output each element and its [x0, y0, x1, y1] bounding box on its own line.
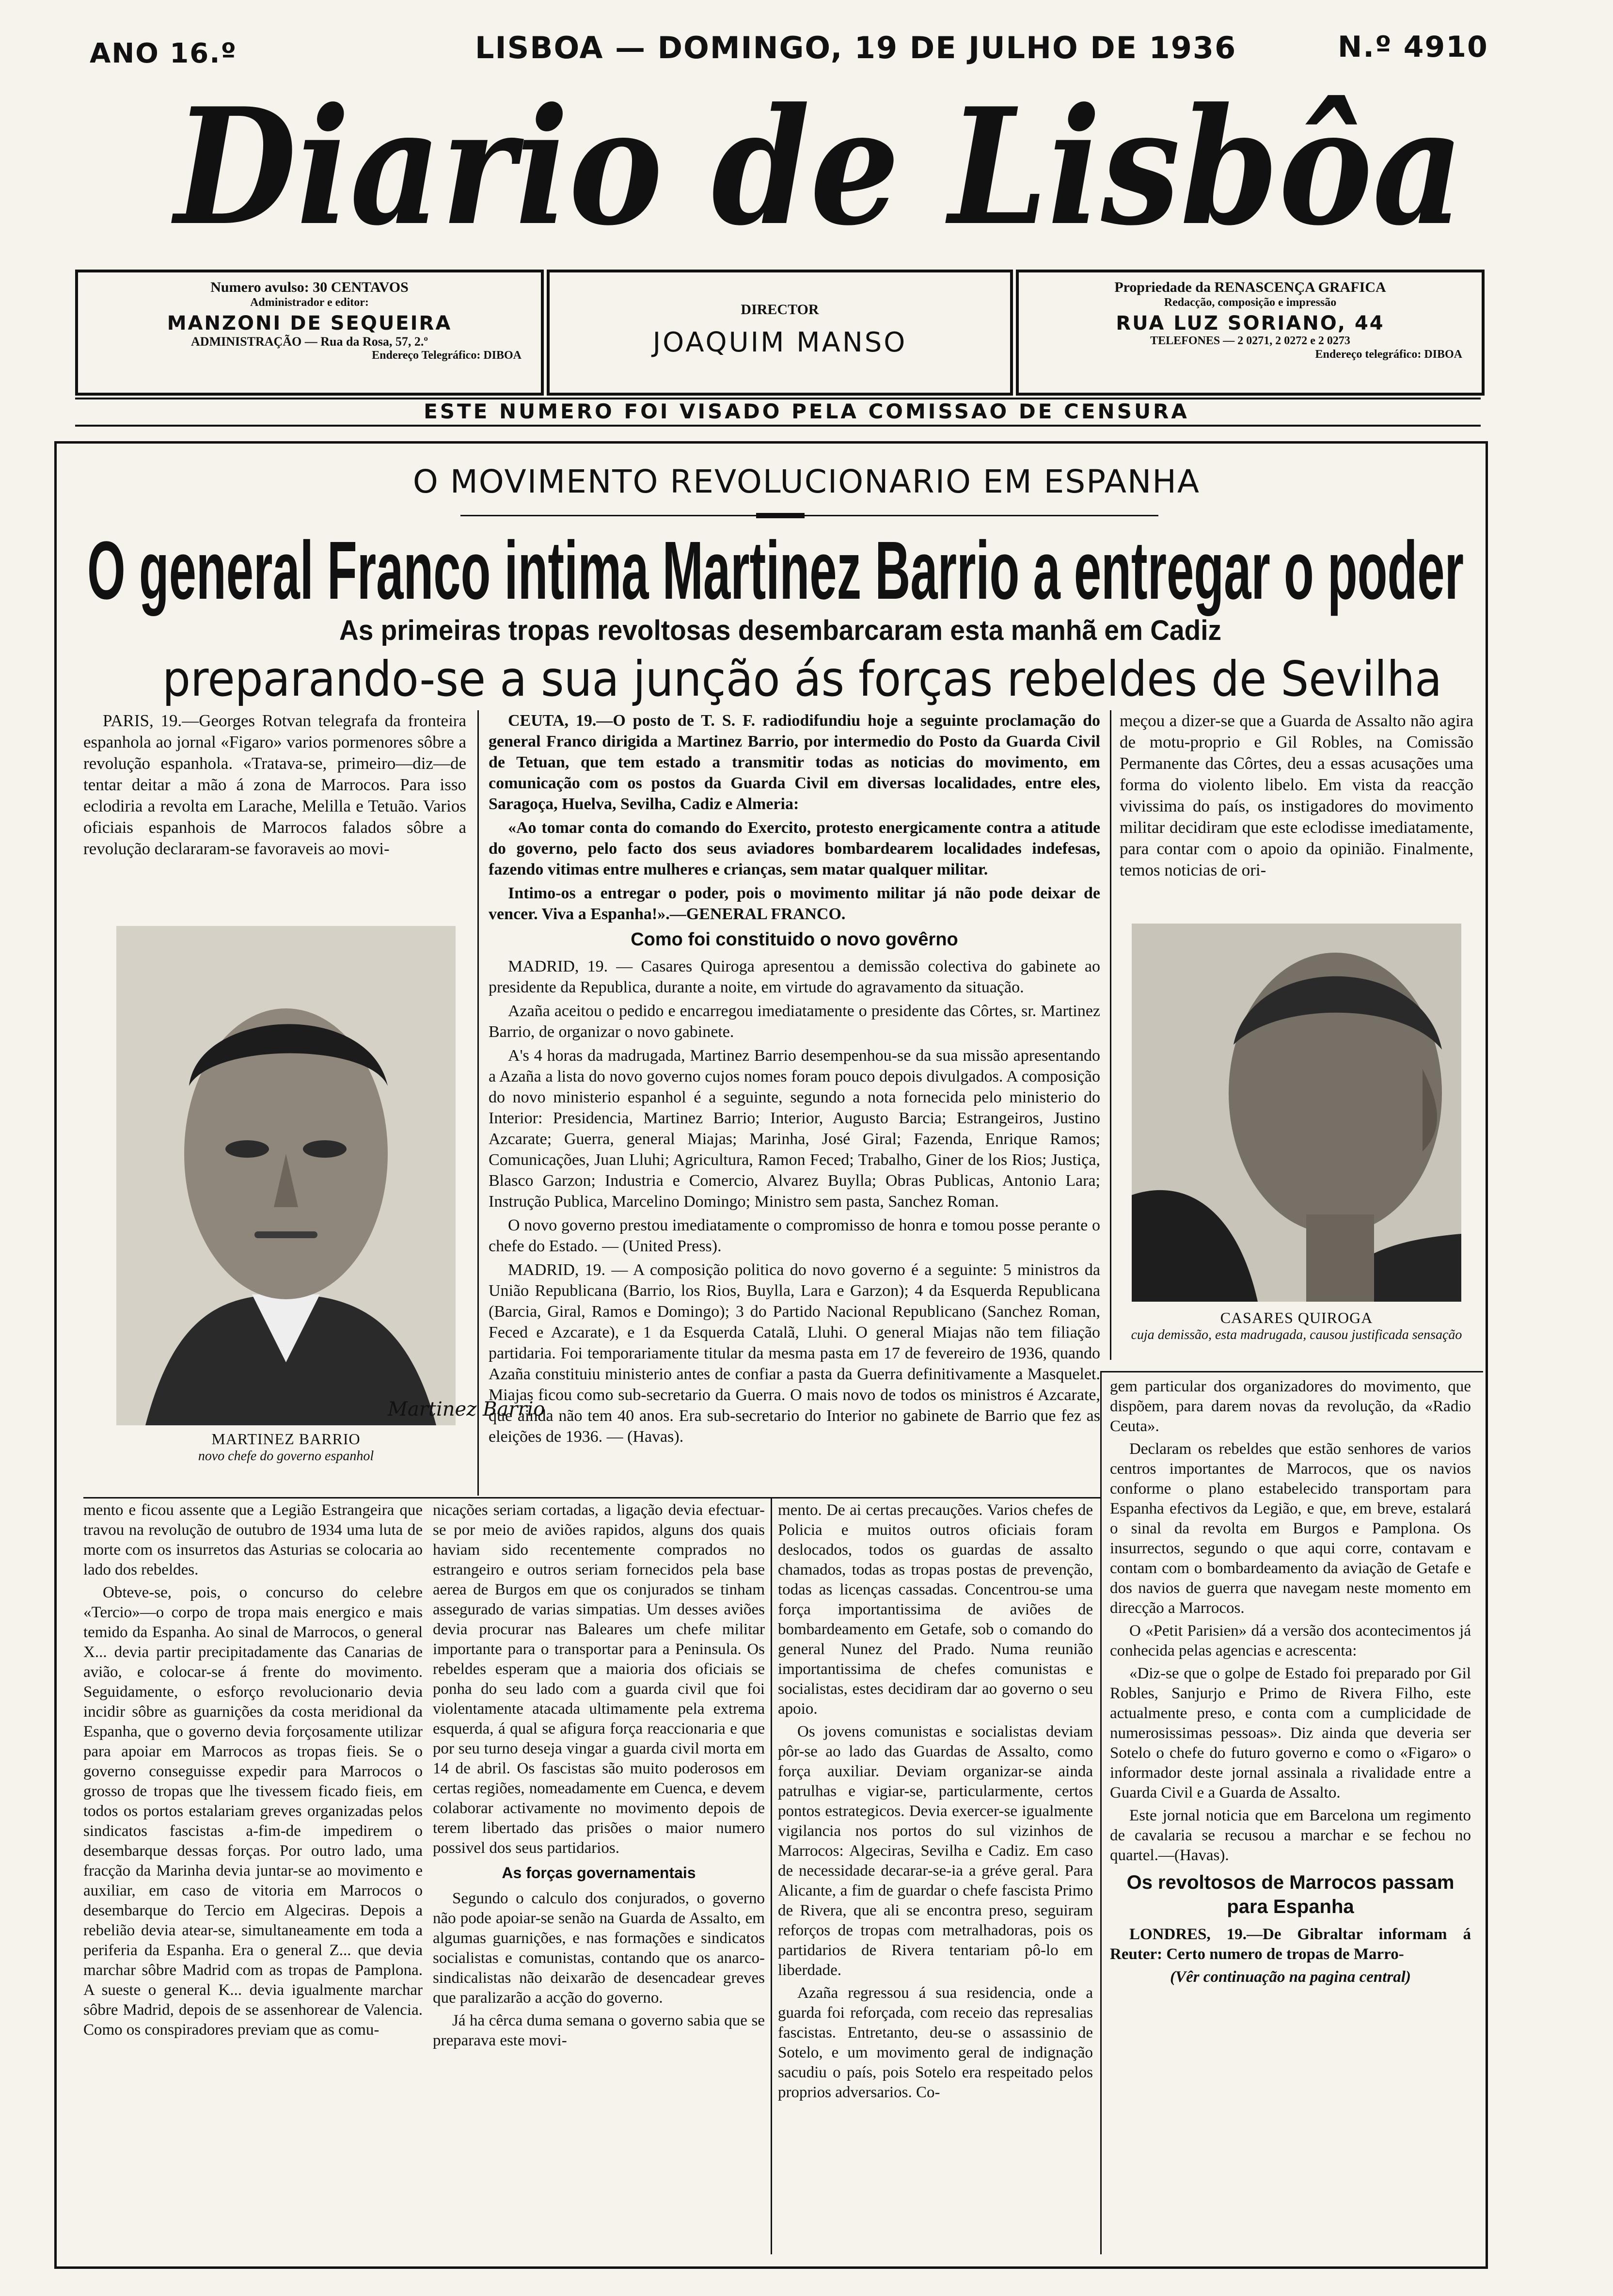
column-bottom-1	[83, 1500, 423, 2043]
editorial-label: Redacção, composição e impressão	[1164, 296, 1337, 309]
bottom3-paragraph-3: Azaña regressou á sua residencia, onde a guarda foi reforçada, com receio das represalias fascistas. Entretanto, deu-se o assassinio de Sotelo, e um movimento geral de indignação sacudiu o país, pois Sotelo era respeitado pelos proprios adversarios. Co-	[778, 1984, 1093, 2101]
censorship-note: ESTE NUMERO FOI VISADO PELA COMISSAO DE CENSURA	[424, 399, 1189, 423]
bottom2-paragraph-1: nicações seriam cortadas, a ligação devia efectuar-se por meio de aviões rapidos, alguns dos quais haviam sido recentemente comprados no estrangeiro e outros seriam fornecidos pela base aerea de Burgos em que os conjurados se tinham assegurado de varias simpatias. Um desses aviões devia procurar nas Baleares um chefe militar importante para o transportar para a Peninsula. Os rebeldes esperam que a maioria dos oficiais se ponha do seu lado com a guarda civil que foi violentamente atacada ultimamente pela extrema esquerda, á qual se afigura força reaccionaria e que por seu turno deseja vingar a guarda civil morta em 14 de abril. Os fascistas são muito poderosos em certas regiões, nomeadamente em Cuenca, e devem colaborar activamente no movimento depois de terem libertado das prisões o maior numero possivel dos seus partidarios.	[433, 1501, 765, 1857]
editor-label: Administrador e editor:	[250, 296, 369, 309]
subhead-government-forces: As forças governamentais	[502, 1864, 696, 1881]
director-label: DIRECTOR	[741, 302, 819, 318]
column-left-top	[83, 710, 466, 862]
subhead: As primeiras tropas revoltosas desembarcaram esta manhã em Cadiz	[339, 615, 1221, 646]
info-box-left	[75, 270, 544, 396]
continuation-note: (Vêr continuação na pagina central)	[1170, 1968, 1411, 1986]
london-paragraph: LONDRES, 19.—De Gibraltar informam á Reuter: Certo numero de tropas de Marro-	[1110, 1926, 1471, 1963]
column-bottom-4	[1110, 1377, 1471, 1990]
column-rule	[477, 710, 479, 1496]
portrait-signature: Martinez Barrio	[388, 1398, 545, 1420]
radio-ceuta-paragraph: gem particular dos organizadores do movimento, que dispõem, para darem novas da revolução, da «Radio Ceuta».	[1110, 1378, 1471, 1435]
bottom1-paragraph-2: Obteve-se, pois, o concurso do celebre «Tercio»—o corpo de tropa mais energico e mais temido da Espanha. Ao sinal de Marrocos, o general X... devia partir precipitadamente das Canarias de avião, e colocar-se á frente do movimento. Seguidamente, o esforço revolucionario devia incidir sôbre as guarnições da costa meridional da Espanha, que o governo devia forçosamente utilizar para apoiar em Marrocos as tropas fieis. Se o governo conseguisse expedir para Marrocos o grosso de tropas que lhe tivessem ficado fieis, em todos os portos estalariam greves organizadas pelos sindicatos fascistas a-fim-de impedirem o desembarque dessas forças. Por outro lado, uma fracção da Marinha devia juntar-se ao movimento e auxiliar, em caso de vitoria em Marrocos o desembarque do Tercio em Algeciras. Depois a rebelião devia atear-se, simultaneamente em toda a periferia da Espanha. Era o general Z... que devia marchar sôbre Madrid com as tropas de Pamplona. A sueste o general K... devia igualmente marchar sôbre Madrid, depois de se assenhorear de Valencia. Como os conspiradores previam que as comu-	[83, 1584, 423, 2039]
rule	[460, 515, 1158, 516]
bottom3-paragraph-1: mento. De ai certas precauções. Varios chefes de Policia e muitos outros oficiais foram deslocados, todos os guardas de assalto chamados, todas as tropas postas de prevenção, todas as licenças cassadas. Concentrou-se uma força importantissima de aviões de bombardeamento em Getafe, sob o comando do general Nunez del Prado. Numa reunião importantissima de chefes comunistas e socialistas, estes decidiram dar ao governo o seu apoio.	[778, 1501, 1093, 1718]
madrid-paragraph-1: MADRID, 19. — Casares Quiroga apresentou a demissão colectiva do gabinete ao presidente da Republica, durante a noite, em virtude do agravamento da situação.	[489, 957, 1100, 996]
masthead-logo	[160, 68, 1478, 261]
info-box-center	[547, 270, 1013, 396]
madrid-paragraph-5: MADRID, 19. — A composição politica do novo governo é a seguinte: 5 ministros da União Republicana (Barrio, los Rios, Buylla, Lara e Garzon); 4 da Esquerda Republicana (Barcia, Giral, Ramos e Domingo); 3 do Partido Nacional Republicano (Sanchez Roman, Feced e Azcarate), e 1 da Esquerda Catalã, Lluhi. O general Miajas não tem filiação partidaria. Foi temporariamente titular da mesma pasta em 17 de fevereiro de 1936, quando Azaña constituiu ministerio antes de confiar a pasta da Guerra definitivamente a Masquelet. Miajas ficou como sub-secretario da Guerra. O mais novo de todos os ministros é Azcarate, que ainda não tem 40 anos. Era sub-secretario do Interior no gabinete de Barrio que fez as eleições de 1936. — (Havas).	[489, 1261, 1100, 1446]
column-rule	[1100, 1372, 1102, 2254]
rule	[75, 425, 1481, 427]
deck-svg	[158, 647, 1447, 708]
column-right-top	[1120, 710, 1473, 884]
paris-paragraph: PARIS, 19.—Georges Rotvan telegrafa da fronteira espanhola ao jornal «Figaro» varios pormenores sôbre a revolução espanhola. «Tratava-se, primeiro—diz—de tentar deitar a mão á zona de Marrocos. Para isso eclodiria a revolta em Larache, Melilla e Tetuão. Varios oficiais espanhois de Marrocos falados sôbre a revolução declararam-se favoraveis ao movi-	[83, 711, 466, 858]
right-top-paragraph: meçou a dizer-se que a Guarda de Assalto não agira de motu-proprio e Gil Robles, na Comissão Permanente das Côrtes, deu a essas acusações uma forma do violento libelo. Em vista da reacção vivissima do país, os instigadores do movimento militar decidiram que este eclodisse imediatamente, para contar com o apoio da opinião. Finalmente, temos noticias de ori-	[1120, 711, 1473, 879]
rule	[83, 1497, 1100, 1499]
portrait-casares-quiroga	[1132, 924, 1461, 1302]
telegraph-right: Endereço telegráfico: DIBOA	[1315, 348, 1462, 361]
subhead-new-government: Como foi constituido o novo govêrno	[631, 929, 958, 950]
bottom4-paragraph-1: Declaram os rebeldes que estão senhores de varios centros importantes de Marrocos, que os navios conforme o plano estabelecido transportam para Espanha efectivos da Legião, e que, em breve, estalará o sinal da revolta em Burgos e Pamplona. Os insurrectos, segundo o que aqui corre, contavam e contam com o bombardeamento da aviação de Getafe e dos navios de guerra que navegam neste momento em direcção a Marrocos.	[1110, 1440, 1471, 1617]
caption-casares	[1115, 1309, 1478, 1343]
madrid-paragraph-3: A's 4 horas da madrugada, Martinez Barrio desempenhou-se da sua missão apresentando a Azaña a lista do novo governo cujos nomes foram pouco depois divulgados. A composição do novo ministerio espanhol é a seguinte, segundo a nota fornecida pelo ministerio do Interior: Presidencia, Martinez Barrio; Interior, Augusto Barcia; Estrangeiros, Justino Azcarate; Guerra, general Miajas; Marinha, José Giral; Fazenda, Enrique Ramos; Comunicações, Juan Lluhi; Agricultura, Ramon Feced; Trabalho, Giner de los Rios; Justiça, Blasco Garzon; Industria e Comercio, Alvarez Buylla; Obras Publicas, Antonio Lara; Instrução Publica, Marcelino Domingo; Ministro sem pasta, Sanchez Roman.	[489, 1047, 1100, 1211]
telegraph-left: Endereço Telegráfico: DIBOA	[372, 349, 522, 362]
portrait-drawing	[116, 926, 545, 1425]
masthead-title: Diario de Lisbôa	[170, 73, 1464, 261]
madrid-paragraph-2: Azaña aceitou o pedido e encarregou imediatamente o presidente das Côrtes, sr. Martinez Barrio, de organizar o novo gabinete.	[489, 1002, 1100, 1041]
subhead-svg	[334, 613, 1226, 647]
column-rule	[1110, 710, 1111, 1360]
phones: TELEFONES — 2 0271, 2 0272 e 2 0273	[1150, 335, 1350, 348]
rule-ornament	[756, 513, 805, 518]
bottom4-paragraph-3: «Diz-se que o golpe de Estado foi preparado por Gil Robles, Sanjurjo e Primo de Rivera Filho, este actualmente preso, e conta com a cumplicidade de numerosissimas pessoas». Diz ainda que deveria ser Sotelo o chefe do futuro governo e como o «Figaro» o informador deste jornal assinala a rivalidade entre a Guarda Civil e a Guarda de Assalto.	[1110, 1665, 1471, 1802]
column-bottom-2	[433, 1500, 765, 2054]
madrid-paragraph-4: O novo governo prestou imediatamente o compromisso de honra e tomou posse perante o chefe do Estado. — (United Press).	[489, 1216, 1100, 1255]
caption-desc: novo chefe do governo espanhol	[198, 1449, 374, 1464]
caption-name: MARTINEZ BARRIO	[211, 1430, 361, 1448]
caption-name: CASARES QUIROGA	[1220, 1309, 1373, 1326]
caption-martinez	[92, 1430, 480, 1465]
franco-proclamation: «Ao tomar conta do comando do Exercito, protesto energicamente contra a atitude do governo, pelo facto dos seus aviadores bombardearem localidades indefesas, fazendo vitimas entre mulheres e crianças, sem matar qualquer militar.	[489, 819, 1100, 878]
subhead-morocco: Os revoltosos de Marrocos passam para Espanha	[1126, 1872, 1455, 1917]
issue-number: N.º 4910	[1338, 30, 1488, 64]
deck: preparando-se a sua junção ás forças rebeldes de Sevilha	[162, 651, 1442, 707]
rule	[1100, 1371, 1483, 1372]
office-address: RUA LUZ SORIANO, 44	[1116, 312, 1385, 335]
caption-desc: cuja demissão, esta madrugada, causou justificada sensação	[1131, 1327, 1462, 1342]
portrait-drawing	[1132, 924, 1461, 1302]
bottom1-paragraph-1: mento e ficou assente que a Legião Estrangeira que travou na revolução de outubro de 1934 uma luta de morte com os insurretos das Asturias se colocaria ao lado dos rebeldes.	[83, 1501, 423, 1578]
editor-name: MANZONI DE SEQUEIRA	[167, 312, 452, 335]
portrait-martinez-barrio	[116, 926, 545, 1425]
bottom4-paragraph-2: O «Petit Parisien» dá a versão dos acontecimentos já conhecida pelas agencias e acrescenta:	[1110, 1622, 1471, 1659]
ceuta-paragraph: CEUTA, 19.—O posto de T. S. F. radiodifundiu hoje a seguinte proclamação do general Franco dirigida a Martinez Barrio, por intermedio do Posto da Guarda Civil de Tetuan, que tem estado a transmitir todas as noticias do movimento, em comunicação com os postos da Guarda Civil em diversas localidades, entre eles, Saragoça, Huelva, Sevilha, Cadiz e Almeria:	[489, 712, 1100, 813]
bottom2-paragraph-2: Segundo o calculo dos conjurados, o governo não pode apoiar-se senão na Guarda de Assalto, em algumas guarnições, e nas formações e sindicatos socialistas e comunistas, contando que os anarco-sindicalistas não deixarão de desencadear greves que paralizarão a acção do governo.	[433, 1890, 765, 2007]
headline-svg	[80, 521, 1471, 617]
bottom3-paragraph-2: Os jovens comunistas e socialistas deviam pôr-se ao lado das Guardas de Assalto, como força auxiliar. Deviam organizar-se ainda patrulhas e vigiar-se, particularmente, certos pontos estrategicos. Devia exercer-se igualmente vigilancia nos portos do sul vizinhos de Marrocos: Algeciras, Sevilha e Cadiz. Em caso de necessidade decarar-se-ia a gréve geral. Para Alicante, a fim de guardar o chefe fascista Primo de Rivera, que ali se encontra preso, seguiram reforços de tropas com metralhadoras, pois os partidarios de Rivera tentariam pô-lo em liberdade.	[778, 1723, 1093, 1979]
bottom2-paragraph-3: Já ha cêrca duma semana o governo sabia que se preparava este movi-	[433, 2012, 765, 2049]
column-bottom-3	[778, 1500, 1093, 2105]
franco-ultimatum: Intimo-os a entregar o poder, pois o movimento militar já não pode deixar de vencer. Viva a Espanha!».—GENERAL FRANCO.	[489, 884, 1100, 923]
price-line: Numero avulso: 30 CENTAVOS	[210, 279, 409, 295]
issue-year: ANO 16.º	[90, 38, 237, 69]
info-box-right	[1016, 270, 1485, 396]
column-center	[489, 710, 1100, 1450]
director-name: JOAQUIM MANSO	[652, 326, 907, 358]
column-rule	[771, 1498, 772, 2254]
headline: O general Franco intima Martinez Barrio a entregar o poder	[87, 525, 1464, 617]
kicker: O MOVIMENTO REVOLUCIONARIO EM ESPANHA	[412, 463, 1201, 500]
admin-address: ADMINISTRAÇÃO — Rua da Rosa, 57, 2.º	[191, 335, 428, 349]
bottom4-paragraph-4: Este jornal noticia que em Barcelona um regimento de cavalaria se recusou a marchar e se fechou no quartel.—(Havas).	[1110, 1807, 1471, 1864]
dateline: LISBOA — DOMINGO, 19 DE JULHO DE 1936	[475, 30, 1237, 65]
owner-line: Propriedade da RENASCENÇA GRAFICA	[1114, 279, 1386, 295]
